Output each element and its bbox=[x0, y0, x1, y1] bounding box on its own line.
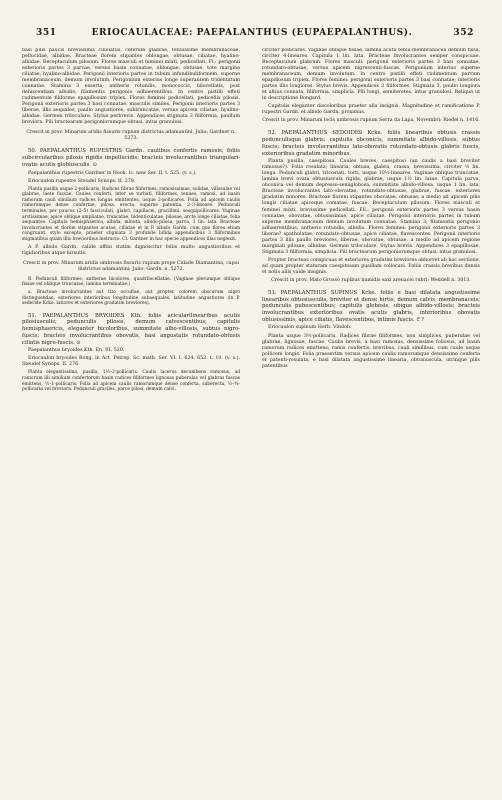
paragraph: Propter bracteas conspicuas et exteriores gradatim breviores abhorret ab hac sectione, ad quam propter staturam caespitosam pusillam collocavi. Foliis crassis brevibus densis et notis aliis valde insignis. bbox=[262, 257, 480, 275]
species-heading: 50. PAEPALANTHUS RUPESTRIS Gardn. caulibus confertis ramosis; foliis subcircularibus pilosis rigidis impellucidis; bracteis involucrantibus triangulari-ovatis acutis globiusculis. ⊙ bbox=[22, 148, 240, 168]
paragraph: Planta elegantissima, pusilla, 1½–2-pollicaris. Caulis lacerus decumbens ramosus, ad ramorum illi similium confertorum basin radices filiformes lignosas puberulas vel glabras fuscas emittens, ½–1-pollicaris. Folia ad apicem caulis ramorumque dense conferta, suberecta, ½–¾-pollicaria vel breviora. Pedunculi graciles, parce pilosi, demum calvi, bbox=[22, 370, 240, 393]
paragraph: Planta pusilla, caespitosa. Caules breves, caespitosi (an caulis a basi breviter ramosus?). Folia rosulata, linearia, obtusa, glabra, crassa, brevissima, circiter ½ lin. longa. Pedunculi glabri, tricostati, torti, usque 10½-lineares. Vaginae oblique truncatae, lamina brevi ovata obtusiuscula rigida, glabrae, usque 1½ lin. latae. Capitula parva, obconica vel demum depresso-semiglobosa, summitate albido-villosa, usque 1 lin. lata. Bracteae involucrantes lato-obovatae, rotundato-obtusae, glabrae, fuscae, exteriores gradatim minores. Bracteae florem stipantes obovatae, obtusae, a medio ad apicem pilis longis ciliatae apiceque comatae, fuscae. Receptaculum pilosum. Flores masculi et feminei mixti, brevissime pedicellati. Fll.: perigonii exterioris partes 3 versus basin connatae, obovatae, obtusissimae, apice ciliatae. Perigonii interioris partes in tubum superne membranaceum demum involutum connatae. Stamina 3; filamentis perigonio adhaerentibus; antheris rotundis, albidis. Flores feminei: perigonii exterioris partes 3 liberae? spathulatae, rotundato-obtusae, apice ciliatae, flavescentes. Perigonii interioris partes 3 illis paullo breviores, liberae, obovatae, obtusae, a medio ad apicem regione marginali pilosae, albidae. Germen triloculare. Stylus brevis. Appendices 3 epapillosae. Stigmata 3 filiformia, simplicia. Pili bractearum perigoniorumque obtusi, intus granulosi. bbox=[262, 159, 480, 255]
paragraph: Paepalanthus bryoides Kth. En. III. 520. bbox=[28, 348, 125, 354]
paragraph: basi pilis paucis brevissimis cilioiatus, ceterum glabrae, tenuissime membranaceae, pellucidae, albidae. Bracteae florem stipantes oblongae, obtusae, ciliatae, hyalino-albidae. Receptaculum pilosum. Flores masculi et feminei mixti, pedicellati. Fl.: perigonii exterioris partes 3 parvae, versus basin connatae, oblongae, obtusae, tote margine ciliatae, hyalino-albidae. Perigonii interioris partes in tubum infundibuliformem, superne membranaceum, demum involutum. Perigonium exterius longe superantem tridentatum connatae. Stamina 3 exserta; antheris rotundis, monococcis, bilocellatis, post dehiscentiam albidis; filamentis perigonio adhaerentibus. In centro pistilli effeti rudimentum filiforme epapillosum triplex. Flores feminei pedicellati, pedicellis pilosis. Perigonii exterioris partes 3 basi connatae, masculis similes. Perigonii interioris partes 3 liberae, illis aequales, paullo angustiores, subtruncatae, versus apicem ciliatae, hyalino-albidae. Germen triloculare. Stylus perbrevis. Appendices stigmata 3 filiformia, paullum breviora. Pili bractearum perigoniorumque obtusi, intus granulosi. bbox=[22, 48, 240, 126]
paragraph: Crescit in prov. Minarum aridis umbrosis fissuris rupium prope Cidade Diamantina, capoi districtus adamantini; Julio: Gardn. n. 5272. bbox=[22, 260, 240, 272]
text-columns bbox=[22, 48, 482, 788]
paragraph: circiter pollicares. Vaginae oblique fissae, lamina acuta tenui-membranacea demum fissa, circiter 4-lineares. Capitula 1 lin. lata. Bracteae involucrantes semper conspicuae. Receptaculum glabrum. Flores masculi: perigonii exterioris partes 3 basi connatae, rotundato-obtusae, versus apicem nigrescenti-fuscae. Perigonium interius superne membranaceum, demum involutum. In centro pistilli effeti rudimentum parvum epapillosum triplex. Flores feminei: perigonii exterioris partes 3 basi connatae; interioris partes illis longiores. Stylus brevis. Appendices 3 filiformes. Stigmata 3, paullo longiora et altius connata, filiformia, simplicia. Pili longi, semiteretes, intus granulosi. Reliqua ut in descriptione Bongard. bbox=[262, 48, 480, 102]
left-column bbox=[22, 48, 240, 788]
paragraph: Crescit in prov. Minarum locis umbrosis rupium Serra da Lapa, Novembri: Riedel n. 1416. bbox=[262, 118, 480, 124]
paragraph: Crescit in prov. Minarum aridis fissuris rupium districtus adamantini, Julio: Gardner n. 5273. bbox=[26, 130, 236, 142]
paragraph: Eriocaulon supinum Herb. Vindob. bbox=[268, 325, 352, 331]
paragraph: Paepalanthus rupestris Gardner in Hook. Ic. new Ser. II. t. 525. (v. s.). bbox=[28, 170, 197, 176]
right-column bbox=[262, 48, 480, 788]
paragraph: Capitulis eleganter discoloribus praeter alia insignis. Magnitudine et ramificatione P. rupestri Gardn. et albido Gardn. proximus. bbox=[262, 104, 480, 116]
paragraph: Eriocaulon bryoides Bong. in Act. Petrop. Sc. math. Ser. VI. I. 624. 652. t. 10. (v. s.). Steudel Synops. II. 276. bbox=[22, 356, 240, 368]
page-number-left: 351 bbox=[36, 28, 57, 38]
paragraph: a. Bracteae involucrantes aut tito occultae, aut propter colorem obscurum nigro distinguendae, exteriores interioribus longitudine subaequales, latitudine angustiores (in P. sederide Kcke. latiores et exteriores gradatim breviores). bbox=[22, 289, 240, 307]
paragraph: B. Pedunculi filiformes; antherae bicolores, quadrilocellatae. (Vaginae plerumque oblique fissae vel oblique truncatae, lamina terminatae.) bbox=[22, 276, 240, 288]
species-heading: 52. PAEPALANTHUS SEDOIDES Kcke. foliis linearibus obtusis crassis pedunculisque glabris; capitulis obconicis, summitate albido-villosis, subtus fuscis; bracteis involucrantibus lato-obovatis rotundato-obtusis glabris fuscis, exterioribus gradatim minoribus. bbox=[262, 130, 480, 157]
running-header bbox=[22, 28, 482, 44]
paragraph: A P. albido Gardn. calide affini statim dignoscitur foliis multo angustioribus et rigidioribus atque hirsutis. bbox=[22, 244, 240, 256]
paragraph: Planta pusilla usque 2-pollicaris. Radices fibrae filiformes, ramosissimae, solidae, villosulae vel glabrae, laete fuscae. Caules conferti, inter se turbati, filiformes, tenues, ramosi, ad basin ramorum cauli similium radices longas emittentes, usque 2-pollicares. Folia ad apicem caulis ramorumque dense confertae, pilosa, erecta, superne patentia, 2–3-lineare. Pedunculi terminales, per paucos (2–5) fasciculati, glabri, capillacei, gracillimi, sesquipollicares. Vaginae arctissimae, apice oblique ampliatae, truncatae, bidenticulatae, pilosae, arcte longe ciliatae, folia aequantes. Capitula hemisphaerica, albida, minuta, albido-pilosa, parva, 1 lin. lata. Bracteae involucrantes et florem stipantes acutae, ciliatae et in P. albido Gardn. cum quo flores etiam congruunt, stylo excepto, praeter stigmata 3 profunde bifida appendicibus 3 filiformibus stigmatibus quam illis brevioribus instructo. Cl. Gardner in hac specie appendices illas neglexit. bbox=[22, 186, 240, 243]
paragraph: Planta usque 3½-pollicaris. Radices fibrae filiformes, non simplices, puberulae vel glabrae, lignosae, fuscae. Caulis brevis, a basi ramosus, densissime foliosus, ad basin ramorum radices emittens; ramis confertis, brevibus, cauli similibus, cum caule usque pollicem longis. Folia praesertim versus apicem caulis ramorumque densissime conferta et patenti-rosulata, e basi dilatata angustissime linearia, obtusiuscula, utrinque pilis patentibus bbox=[262, 333, 480, 369]
paragraph: Eriocaulon rupestre Steudel Synops. II. 278. bbox=[28, 178, 136, 184]
running-title: ERIOCAULACEAE: PAEPALANTHUS (EUPAEPALANTHUS). bbox=[91, 28, 413, 38]
paragraph: Crescit in prov. Mato Grosso rupibus humidis saxi arenacei rubri: Weddell n. 3013. bbox=[271, 277, 471, 283]
species-heading: 51. PAEPALANTHUS BRYOIDES Kth. foliis acicularilinearibus acutis pilosiusculis; pedunculis pilosis, demum calvescentibus; capitulis hemisphaericis, eleganter bicoloribus, summitate albo-villosis, subtus nigro-fuscis; bracteis involucrantibus obovatis, basi angustatis rotundato-obtusis ciliatis nigro-fuscis. ⊙ bbox=[22, 312, 240, 346]
species-heading: 53. PAEPALANTHUS SUPINUS Kcke. foliis e basi dilatata angustissime linearibus obtusiusculis, breviter et dense hirtis, demum calvis, membranaceis; pedunculis pubescentibus; capitulis globosis, ubique albido-villosis; bracteis involucrantibus exterioribus ovatis acutis glabris, interioribus obovatis obtusissimis, apice ciliatis, flavescentibus, intimis fuscis. ♇? bbox=[262, 289, 480, 323]
page-number-right: 352 bbox=[453, 28, 474, 38]
